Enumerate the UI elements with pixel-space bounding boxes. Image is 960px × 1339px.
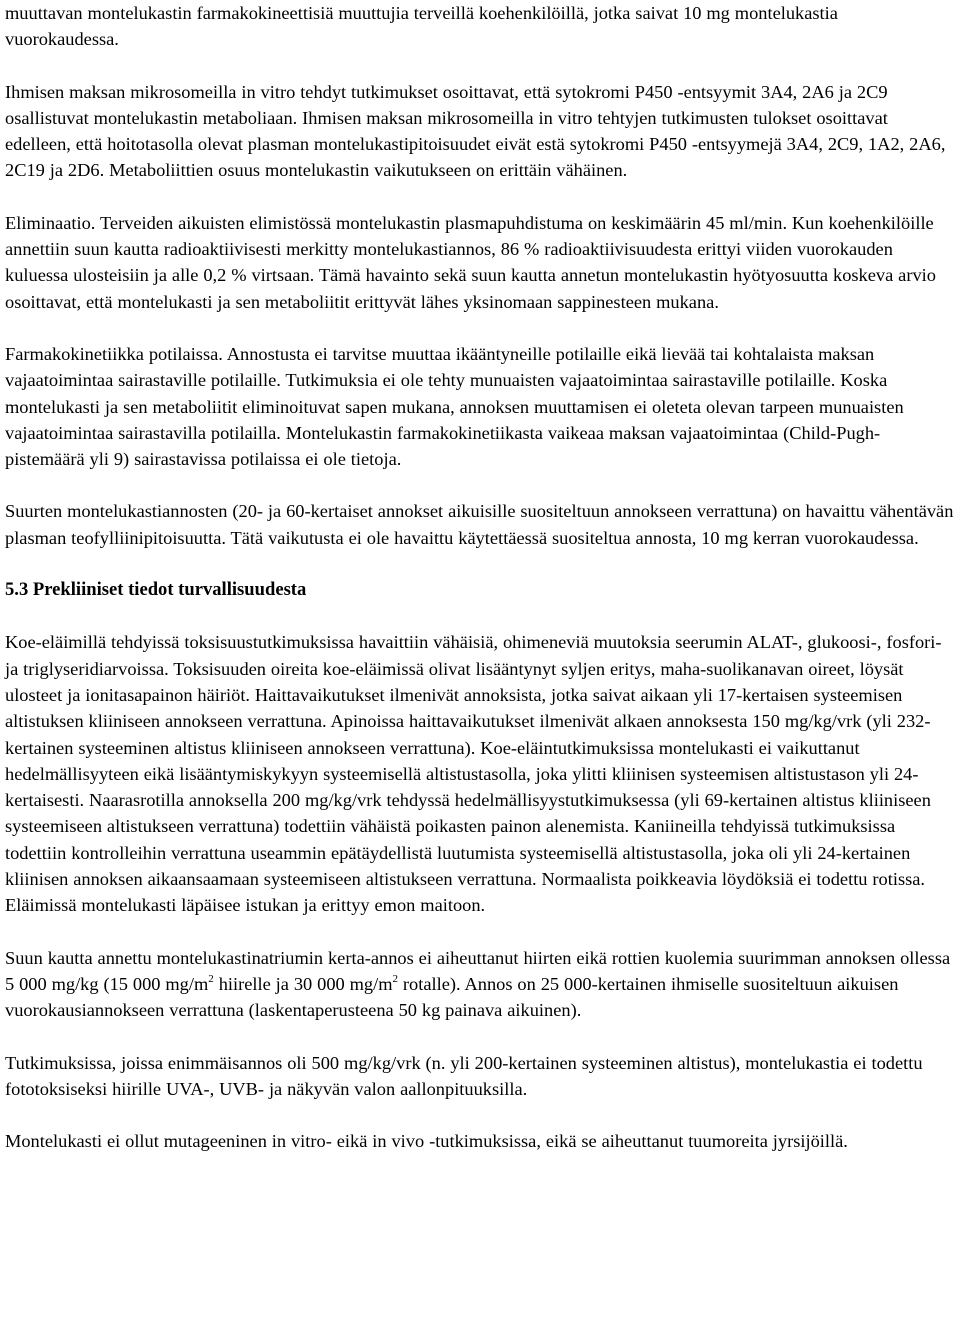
text-run: Suun kautta annettu montelukastinatriumin kerta-annos ei aiheuttanut hiirten eikä rottien kuolemia suurimman annoksen ollessa 5 000 mg/kg (15 000 mg/m bbox=[5, 947, 951, 994]
paragraph-pharmacokinetic-variables: muuttavan montelukastin farmakokineettisiä muuttujia terveillä koehenkilöillä, jotka saivat 10 mg montelukastia vuorokaudessa. bbox=[5, 3, 838, 50]
section-heading: 5.3 Prekliiniset tiedot turvallisuudesta bbox=[5, 579, 307, 601]
text-run: rotalle). Annos on 25 000-kertainen ihmiselle suositeltuun aikuisen vuorokausiannokseen verrattuna (laskentaperusteena 50 kg painava aikuinen). bbox=[5, 973, 899, 1021]
paragraph-gap bbox=[5, 1024, 955, 1050]
paragraph-gap bbox=[5, 1102, 955, 1128]
paragraph-elimination: Eliminaatio. Terveiden aikuisten elimistössä montelukastin plasmapuhdistuma on keskimäärin 45 ml/min. Kun koehenkilöille annettiin suun kautta radioaktiivisesti merkitty montelukastiannos, 86 % radioaktiivisuudesta erittyi viiden vuorokauden kuluessa ulosteisiin ja alle 0,2 % virtsaan. Tämä havainto sekä suun kautta annetun montelukastin hyötyosuutta koskeva arvio osoittavat, että montelukasti ja sen metaboliitit erittyvät lähes yksinomaan sappinesteen mukana. bbox=[5, 212, 936, 312]
paragraph-metabolism: Ihmisen maksan mikrosomeilla in vitro tehdyt tutkimukset osoittavat, että sytokromi P450 -entsyymit 3A4, 2A6 ja 2C9 osallistuvat montelukastin metaboliaan. Ihmisen maksan mikrosomeilla in vitro tehtyjen tutkimusten tulokset osoittavat edelleen, että hoitotasolla olevat plasman montelukastipitoisuudet eivät estä sytokromi P450 -entsyymejä 3A4, 2C9, 1A2, 2A6, 2C19 ja 2D6. Metaboliittien osuus montelukastin vaikutukseen on erittäin vähäinen. bbox=[5, 81, 946, 181]
paragraph-gap bbox=[5, 919, 955, 945]
paragraph-gap bbox=[5, 472, 955, 498]
paragraph-theophylline: Suurten montelukastiannosten (20- ja 60-kertaiset annokset aikuisille suositeltuun annokseen verrattuna) on havaittu vähentävän plasman teofylliinipitoisuutta. Tätä vaikutusta ei ole havaittu käytettäessä suositeltua annosta, 10 mg kerran vuorokaudessa. bbox=[5, 501, 954, 548]
paragraph-gap bbox=[5, 184, 955, 210]
text-run: hiirelle ja 30 000 mg/m bbox=[213, 973, 393, 994]
superscript: 2 bbox=[208, 972, 214, 985]
paragraph-gap bbox=[5, 53, 955, 79]
paragraph-toxicity-studies: Koe-eläimillä tehdyissä toksisuustutkimuksissa havaittiin vähäisiä, ohimeneviä muutoksia seerumin ALAT-, glukoosi-, fosfori- ja triglyseridiarvoissa. Toksisuuden oireita koe-eläimissä olivat lisääntynyt syljen eritys, maha-suolikanavan oireet, löysät ulosteet ja ionitasapainon häiriöt. Haittavaikutukset ilmenivät annoksista, jotka saivat aikaan yli 17-kertaisen systeemisen altistuksen kliiniseen annokseen verrattuna. Apinoissa haittavaikutukset ilmenivät alkaen annoksesta 150 mg/kg/vrk (yli 232-kertainen systeeminen altistus kliiniseen annokseen verrattuna). Koe-eläintutkimuksissa montelukasti ei vaikuttanut hedelmällisyyteen eikä lisääntymiskykyyn systeemisellä altistustasolla, joka ylitti kliinisen systeemisen altistustason yli 24-kertaisesti. Naarasrotilla annoksella 200 mg/kg/vrk tehdyssä hedelmällisyystutkimuksessa (yli 69-kertainen altistus kliiniseen systeemiseen altistukseen verrattuna) todettiin vähäistä poikasten painon alenemista. Kaniineilla tehdyissä tutkimuksissa todettiin kontrolleihin verrattuna useammin epätäydellistä luutumista systeemisellä altistustasolla, joka oli yli 24-kertainen kliinisen annoksen aikaansaamaan systeemiseen altistukseen verrattuna. Normaalista poikkeavia löydöksiä ei todettu rotissa. Eläimissä montelukasti läpäisee istukan ja erittyy emon maitoon. bbox=[5, 632, 942, 916]
paragraph-patient-pharmacokinetics: Farmakokinetiikka potilaissa. Annostusta ei tarvitse muuttaa ikääntyneille potilaille eikä lievää tai kohtalaista maksan vajaatoimintaa sairastaville potilaille. Tutkimuksia ei ole tehty munuaisten vajaatoimintaa sairastaville potilaille. Koska montelukasti ja sen metaboliitit eliminoituvat sapen mukana, annoksen muuttamisen ei oleteta olevan tarpeen munuaisten vajaatoimintaa sairastavilla potilailla. Montelukastin farmakokinetiikasta vaikeaa maksan vajaatoimintaa (Child-Pugh-pistemäärä yli 9) sairastavissa potilaissa ei ole tietoja. bbox=[5, 343, 904, 470]
paragraph-mutagenicity: Montelukasti ei ollut mutageeninen in vitro- eikä in vivo -tutkimuksissa, eikä se aiheuttanut tuumoreita jyrsijöillä. bbox=[5, 1131, 848, 1152]
document-page bbox=[5, 0, 955, 1154]
paragraph-gap bbox=[5, 315, 955, 341]
superscript: 2 bbox=[392, 972, 399, 985]
paragraph-single-dose bbox=[5, 945, 955, 1024]
paragraph-gap bbox=[5, 551, 955, 577]
paragraph-phototoxicity: Tutkimuksissa, joissa enimmäisannos oli 500 mg/kg/vrk (n. yli 200-kertainen systeeminen altistus), montelukastia ei todettu fototoksiseksi hiirille UVA-, UVB- ja näkyvän valon aallonpituuksilla. bbox=[5, 1052, 923, 1099]
paragraph-gap bbox=[5, 603, 955, 629]
